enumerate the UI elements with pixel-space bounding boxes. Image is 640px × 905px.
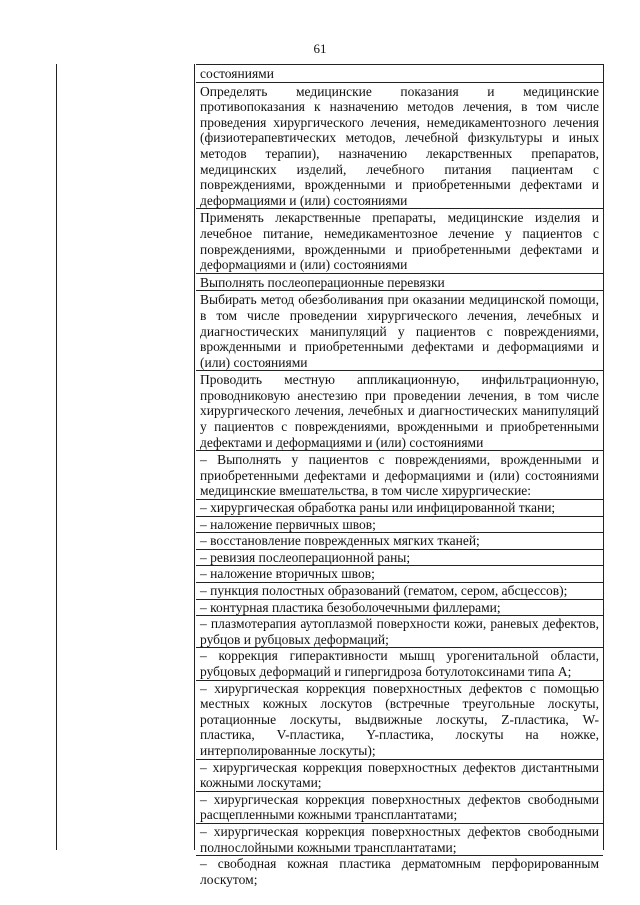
list-item: – хирургическая коррекция поверхностных дефектов свободными полнослойными кожными трансплантатами; — [200, 823, 599, 855]
list-item: – пункция полостных образований (гематом, сером, абсцессов); — [200, 583, 568, 598]
table-cell-interventions — [196, 450, 603, 887]
page-number: 61 — [313, 41, 327, 56]
table-cell: Выполнять послеоперационные перевязки — [196, 273, 603, 291]
list-item: – хирургическая коррекция поверхностных дефектов с помощью местных кожных лоскутов (встречные треугольные лоскуты, ротационные лоскуты, выдвижные лоскуты, Z-пластика, W-пластика, V-пластика, Y-пластика, лоскуты на ножке, интерполированные лоскуты); — [200, 680, 599, 758]
list-item: – хирургическая обработка раны или инфицированной ткани; — [200, 500, 556, 516]
list-item: – хирургическая коррекция поверхностных дефектов дистантными кожными лоскутами; — [200, 759, 599, 791]
list-item: – восстановление поврежденных мягких тканей; — [200, 533, 480, 549]
table-left-column — [57, 64, 195, 850]
list-item: – ревизия послеоперационной раны; — [200, 549, 411, 565]
list-item: – наложение вторичных швов; — [200, 566, 375, 582]
table-cell: Выбирать метод обезболивания при оказании медицинской помощи, в том числе проведении хирургического лечения, лечебных и диагностических манипуляций у пациентов с повреждениями, врожденными и приобретенными дефектами и деформациями и (или) состояниями — [196, 290, 603, 370]
table-cell: Применять лекарственные препараты, медицинские изделия и лечебное питание, немедикаментозное лечение у пациентов с повреждениями, врожденными и приобретенными дефектами и деформациями и (или) состояниями — [196, 208, 603, 272]
list-item: – свободная кожная пластика дерматомным перфорированным лоскутом; — [200, 856, 599, 887]
list-item: – контурная пластика безоболочечными филлерами; — [200, 599, 501, 615]
list-item: – Выполнять у пациентов с повреждениями, врожденными и приобретенными дефектами и деформациями и (или) состояниями медицинские вмешательства, в том числе хирургические: — [200, 452, 599, 499]
list-item: – плазмотерапия аутоплазмой поверхности кожи, раневых дефектов, рубцов и рубцовых деформаций; — [200, 616, 599, 647]
table-cell: Проводить местную аппликационную, инфильтрационную, проводниковую анестезию при проведении лечения, в том числе хирургического лечения, лечебных и диагностических манипуляций у пациентов с повреждениями, врожденными и приобретенными дефектами и деформациями и (или) состояниями — [196, 370, 603, 450]
table-cell: состояниями — [196, 64, 603, 82]
list-item: – хирургическая коррекция поверхностных дефектов свободными расщепленными кожными трансплантатами; — [200, 791, 599, 823]
requirements-table — [56, 64, 604, 887]
list-item: – коррекция гиперактивности мышц урогенитальной области, рубцовых деформаций и гипергидроза ботулотоксинами типа А; — [200, 648, 599, 679]
table-cell: Определять медицинские показания и медицинские противопоказания к назначению методов лечения, в том числе проведения хирургического лечения, немедикаментозного лечения (физиотерапевтических методов, лечебной физкультуры и иных методов терапии), назначению лекарственных препаратов, медицинских изделий, лечебного питания пациентам с повреждениями, врожденными и приобретенными дефектами и деформациями и (или) состояниями — [196, 82, 603, 209]
table-right-column — [196, 64, 603, 887]
list-item: – наложение первичных швов; — [200, 516, 376, 532]
